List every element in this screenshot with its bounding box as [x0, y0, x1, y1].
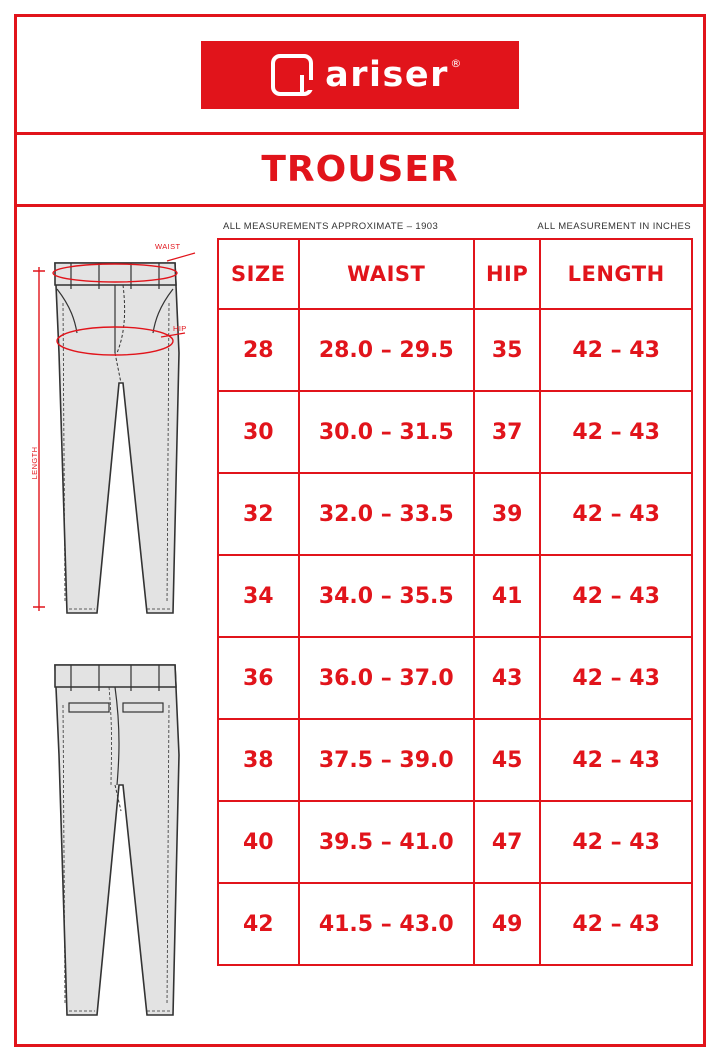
cell-hip: 45	[474, 719, 540, 801]
front-trouser-illustration	[30, 242, 195, 613]
cell-hip: 35	[474, 309, 540, 391]
cell-length: 42 – 43	[540, 719, 692, 801]
cell-size: 40	[218, 801, 299, 883]
trouser-diagram	[27, 233, 207, 1033]
table-row	[218, 391, 692, 473]
cell-waist: 30.0 – 31.5	[299, 391, 474, 473]
chart-body	[17, 207, 703, 1045]
cell-hip: 47	[474, 801, 540, 883]
column-header-waist: WAIST	[299, 239, 474, 309]
cell-length: 42 – 43	[540, 555, 692, 637]
registered-mark: ®	[450, 56, 463, 70]
brand-logo-box	[201, 41, 519, 109]
cell-waist: 28.0 – 29.5	[299, 309, 474, 391]
size-chart-table	[217, 238, 693, 966]
cell-size: 28	[218, 309, 299, 391]
note-approximate: ALL MEASUREMENTS APPROXIMATE – 1903	[223, 221, 439, 232]
table-row	[218, 801, 692, 883]
table-row	[218, 719, 692, 801]
page-title-band	[17, 135, 703, 207]
cell-size: 38	[218, 719, 299, 801]
note-units: ALL MEASUREMENT IN INCHES	[537, 221, 691, 232]
label-waist: WAIST	[155, 242, 181, 251]
cell-size: 42	[218, 883, 299, 965]
cell-size: 32	[218, 473, 299, 555]
table-row	[218, 883, 692, 965]
cell-hip: 37	[474, 391, 540, 473]
chart-frame	[14, 14, 706, 1047]
cell-length: 42 – 43	[540, 309, 692, 391]
cell-hip: 41	[474, 555, 540, 637]
cell-hip: 49	[474, 883, 540, 965]
cell-size: 36	[218, 637, 299, 719]
table-row	[218, 555, 692, 637]
page-title: TROUSER	[261, 149, 459, 190]
ariser-monogram-icon	[271, 54, 313, 96]
column-header-hip: HIP	[474, 239, 540, 309]
cell-length: 42 – 43	[540, 883, 692, 965]
column-header-length: LENGTH	[540, 239, 692, 309]
size-table-column	[217, 221, 693, 1035]
measurement-notes	[217, 221, 693, 238]
cell-size: 30	[218, 391, 299, 473]
brand-name-text: ariser	[325, 54, 449, 95]
cell-hip: 43	[474, 637, 540, 719]
trouser-illustration-column	[27, 221, 217, 1035]
cell-hip: 39	[474, 473, 540, 555]
cell-waist: 32.0 – 33.5	[299, 473, 474, 555]
label-hip: HIP	[173, 324, 187, 333]
cell-size: 34	[218, 555, 299, 637]
column-header-size: SIZE	[218, 239, 299, 309]
cell-waist: 36.0 – 37.0	[299, 637, 474, 719]
back-trouser-illustration	[55, 665, 179, 1015]
cell-waist: 37.5 – 39.0	[299, 719, 474, 801]
cell-length: 42 – 43	[540, 391, 692, 473]
table-header-row	[218, 239, 692, 309]
brand-header	[17, 17, 703, 135]
cell-length: 42 – 43	[540, 801, 692, 883]
cell-waist: 39.5 – 41.0	[299, 801, 474, 883]
table-row	[218, 309, 692, 391]
table-row	[218, 473, 692, 555]
brand-name	[325, 54, 463, 95]
cell-length: 42 – 43	[540, 637, 692, 719]
cell-waist: 34.0 – 35.5	[299, 555, 474, 637]
cell-waist: 41.5 – 43.0	[299, 883, 474, 965]
cell-length: 42 – 43	[540, 473, 692, 555]
label-length: LENGTH	[30, 446, 39, 480]
table-row	[218, 637, 692, 719]
